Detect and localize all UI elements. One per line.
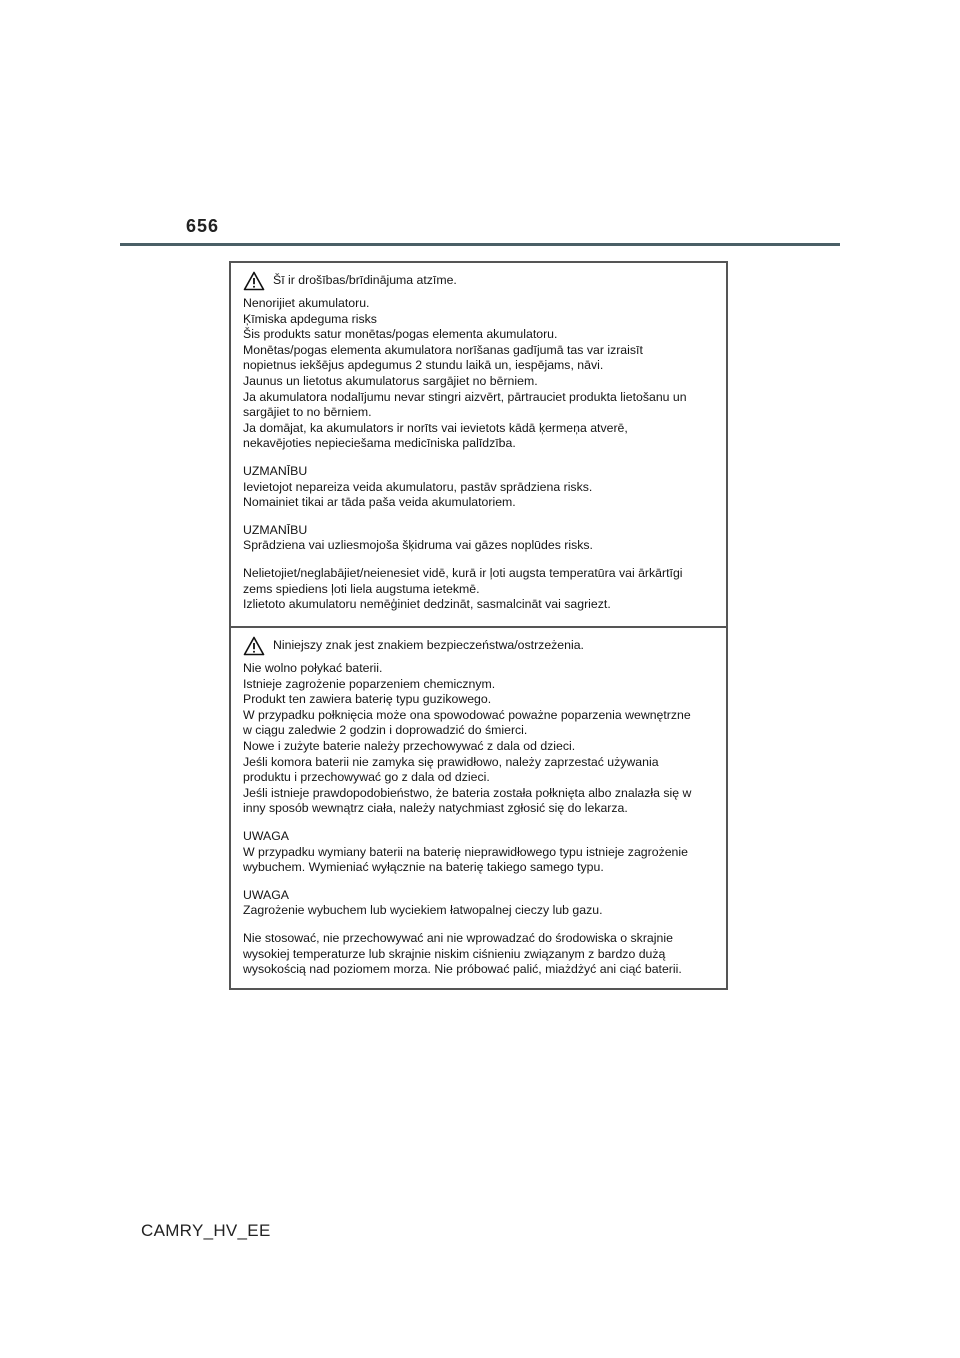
text-line: UZMANĪBU (243, 522, 308, 537)
text-line: wybuchem. Wymieniać wyłącznie na baterię takiego samego typu. (243, 860, 604, 875)
text-paragraph (243, 566, 714, 613)
text-line: Izlietoto akumulatoru nemēģiniet dedzināt, sasmalcināt vai sagriezt. (243, 597, 611, 612)
text-line: Jeśli istnieje prawdopodobieństwo, że bateria została połknięta albo znalazła się w (243, 785, 692, 800)
text-line: Nie wolno połykać baterii. (243, 661, 383, 675)
polish-warning-header (243, 631, 714, 661)
text-line: Ievietojot nepareiza veida akumulatoru, pastāv sprādziena risks. (243, 479, 593, 494)
text-line: Nie stosować, nie przechowywać ani nie wprowadzać do środowiska o skrajnie (243, 930, 673, 945)
text-line: UWAGA (243, 828, 289, 843)
text-line: Nelietojiet/neglabājiet/neienesiet vidē, kurā ir ļoti augsta temperatūra vai ārkārtīgi (243, 565, 683, 580)
text-line: Nenorijiet akumulatoru. (243, 296, 370, 310)
text-line: inny sposób wewnątrz ciała, należy natychmiast zgłosić się do lekarza. (243, 801, 628, 816)
latvian-warning-title: Šī ir drošības/brīdinājuma atzīme. (273, 273, 457, 288)
text-line: wysokością nad poziomem morza. Nie próbować palić, miażdżyć ani ciąć baterii. (243, 962, 682, 977)
text-line: Nowe i zużyte baterie należy przechowywać z dala od dzieci. (243, 738, 576, 753)
text-line: W przypadku połknięcia może ona spowodować poważne poparzenia wewnętrzne (243, 707, 691, 722)
text-line: Ja domājat, ka akumulators ir norīts vai ievietots kādā ķermeņa atverē, (243, 420, 628, 435)
polish-warning-title: Niniejszy znak jest znakiem bezpieczeństwa/ostrzeżenia. (273, 638, 584, 653)
text-paragraph (243, 829, 714, 876)
warning-triangle-icon (243, 636, 265, 656)
text-line: zems spiediens ļoti liela augstuma ietekmē. (243, 581, 480, 596)
text-line: sargājiet to no bērniem. (243, 405, 372, 420)
text-line: w ciągu zaledwie 2 godzin i doprowadzić do śmierci. (243, 723, 528, 738)
text-line: Monētas/pogas elementa akumulatora norīšanas gadījumā tas var izraisīt (243, 342, 643, 357)
document-footer-id: CAMRY_HV_EE (141, 1221, 271, 1240)
text-line: produktu i przechowywać go z dala od dzieci. (243, 770, 490, 785)
text-line: Jeśli komora baterii nie zamyka się prawidłowo, należy zaprzestać używania (243, 754, 659, 769)
text-line: Nomainiet tikai ar tāda paša veida akumulatoriem. (243, 495, 516, 510)
text-paragraph (243, 523, 714, 554)
text-line: Sprādziena vai uzliesmojoša šķidruma vai gāzes noplūdes risks. (243, 538, 593, 553)
text-line: wysokiej temperaturze lub skrajnie niskim ciśnieniu związanym z bardzo dużą (243, 946, 666, 961)
warning-triangle-icon (243, 271, 265, 291)
text-line: Produkt ten zawiera baterię typu guzikowego. (243, 692, 492, 707)
text-paragraph (243, 931, 714, 978)
text-line: W przypadku wymiany baterii na baterię nieprawidłowego typu istnieje zagrożenie (243, 844, 688, 859)
text-paragraph (243, 888, 714, 919)
text-line: Ja akumulatora nodalījumu nevar stingri aizvērt, pārtrauciet produkta lietošanu un (243, 389, 687, 404)
text-line: nopietnus iekšējus apdegumus 2 stundu laikā un, iespējams, nāvi. (243, 358, 604, 373)
page-number: 656 (186, 216, 220, 236)
text-line: nekavējoties nepieciešama medicīniska palīdzība. (243, 436, 516, 451)
text-line: Istnieje zagrożenie poparzeniem chemicznym. (243, 676, 496, 691)
text-paragraph (243, 296, 714, 452)
latvian-warning-section (231, 263, 726, 624)
text-line: Šis produkts satur monētas/pogas elementa akumulatoru. (243, 327, 558, 342)
polish-warning-body (243, 661, 714, 978)
text-paragraph (243, 661, 714, 817)
battery-warning-label (229, 261, 728, 990)
text-paragraph (243, 464, 714, 511)
latvian-warning-body (243, 296, 714, 613)
text-line: Zagrożenie wybuchem lub wyciekiem łatwopalnej cieczy lub gazu. (243, 903, 603, 918)
text-line: UZMANĪBU (243, 463, 308, 478)
text-line: Ķīmiska apdeguma risks (243, 311, 377, 326)
polish-warning-section (231, 626, 726, 990)
text-line: UWAGA (243, 887, 289, 902)
text-line: Jaunus un lietotus akumulatorus sargājiet no bērniem. (243, 373, 538, 388)
header-divider (120, 243, 840, 246)
latvian-warning-header (243, 266, 714, 296)
